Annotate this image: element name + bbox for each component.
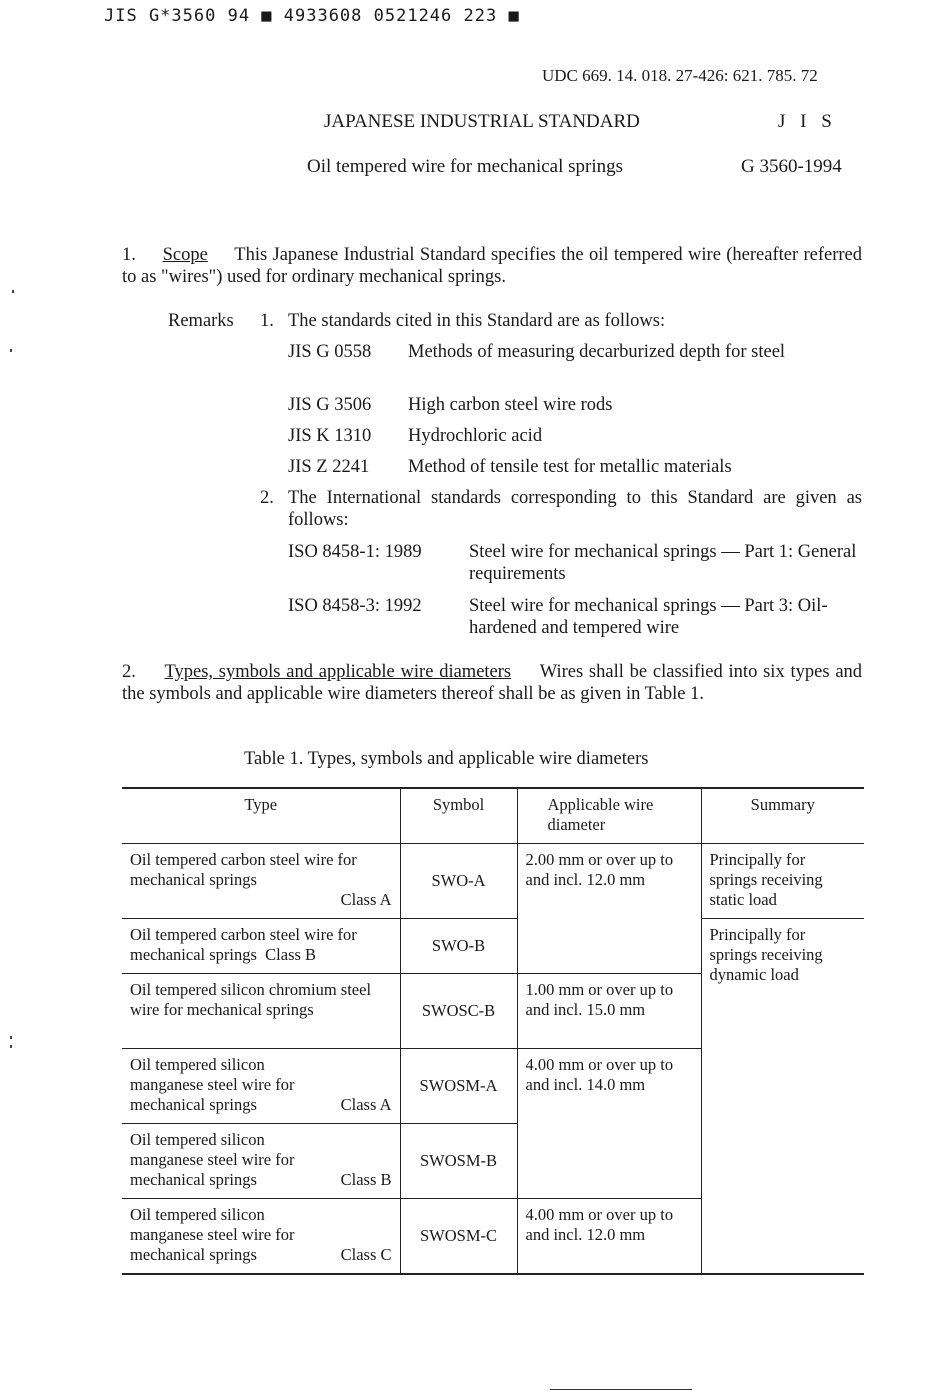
class-text: Class A [340,1095,392,1114]
cited-standard-code: JIS G 3506 [288,395,372,415]
class-text: Class C [340,1245,392,1264]
cited-standard-code: JIS Z 2241 [288,457,370,477]
symbol-cell: SWO-B [400,919,517,974]
iso-standard-title: Steel wire for mechanical springs — Part 1: General requirements [469,542,857,584]
type-text: Oil tempered carbon steel wire for mechanical springs [130,925,357,964]
scope-text: This Japanese Industrial Standard specifies the oil tempered wire (hereafter referred to as "wires") used for ordinary mechanical springs. [122,245,863,287]
iso-standard-title: Steel wire for mechanical springs — Part 3: Oil-hardened and tempered wire [469,596,828,638]
type-cell [122,1199,400,1275]
udc-number: UDC 669. 14. 018. 27-426: 621. 785. 72 [542,66,818,85]
cited-standard-code: JIS G 0558 [288,342,372,362]
type-text: Oil tempered silicon manganese steel wire for mechanical springs [130,1205,295,1264]
type-cell [122,1049,400,1124]
remark-1-text: The standards cited in this Standard are as follows: [288,311,666,331]
table-caption: Table 1. Types, symbols and applicable wire diameters [244,749,649,769]
scan-speck [10,1045,12,1048]
scan-code-header: JIS G*3560 94 ■ 4933608 0521246 223 ■ [104,6,520,26]
types-paragraph [122,661,862,705]
iso-standard-code: ISO 8458-1: 1989 [288,542,422,562]
cited-standard-title: Hydrochloric acid [408,426,543,446]
standard-title: JAPANESE INDUSTRIAL STANDARD [324,111,640,132]
summary-cell: Principally for springs receiving static load [701,844,864,919]
table-row [122,844,864,919]
jis-mark: J I S [778,111,837,132]
cited-standard-code: JIS K 1310 [288,426,372,446]
symbol-cell: SWOSM-B [400,1124,517,1199]
standard-code: G 3560-1994 [741,156,842,177]
symbol-cell: SWOSM-A [400,1049,517,1124]
remarks-label: Remarks [168,311,234,331]
scope-number: 1. [122,245,136,265]
header-diameter: Applicable wire diameter [517,788,701,844]
scan-speck [10,1036,12,1039]
symbol-cell: SWOSC-B [400,974,517,1049]
table-row [122,919,864,974]
table-header-row [122,788,864,844]
cited-standard-title: Method of tensile test for metallic materials [408,457,732,477]
remark-1-number: 1. [260,311,274,331]
diameter-cell: 4.00 mm or over up to and incl. 12.0 mm [517,1199,701,1275]
symbol-cell: SWOSM-C [400,1199,517,1275]
type-text: Oil tempered silicon manganese steel wire for mechanical springs [130,1130,295,1189]
scope-heading: Scope [162,245,208,265]
cited-standard-title: High carbon steel wire rods [408,395,613,415]
type-cell: Oil tempered silicon chromium steel wire for mechanical springs [122,974,400,1049]
types-heading: Types, symbols and applicable wire diameters [164,662,512,682]
document-subtitle: Oil tempered wire for mechanical springs [307,156,624,177]
class-text: Class B [265,945,317,964]
class-text: Class A [340,890,392,909]
type-text: Oil tempered silicon manganese steel wire for mechanical springs [130,1055,295,1114]
type-cell [122,844,400,919]
scope-paragraph [122,244,862,288]
type-cell [122,919,400,974]
diameter-cell: 1.00 mm or over up to and incl. 15.0 mm [517,974,701,1049]
symbol-cell: SWO-A [400,844,517,919]
type-text: Oil tempered carbon steel wire for mechanical springs [130,850,357,889]
remark-2-number: 2. [260,488,274,508]
header-symbol: Symbol [400,788,517,844]
type-cell [122,1124,400,1199]
footnote-rule [550,1389,692,1390]
header-summary: Summary [701,788,864,844]
diameter-cell: 4.00 mm or over up to and incl. 14.0 mm [517,1049,701,1199]
diameter-cell: 2.00 mm or over up to and incl. 12.0 mm [517,844,701,974]
types-table [122,787,864,1275]
scan-speck [12,290,14,293]
scan-speck [10,349,12,352]
summary-cell: Principally for springs receiving dynamic load [701,919,864,1275]
remark-2-text: The International standards corresponding to this Standard are given as follows: [288,488,862,530]
cited-standard-title: Methods of measuring decarburized depth for steel [408,342,786,362]
iso-standard-code: ISO 8458-3: 1992 [288,596,422,616]
types-number: 2. [122,662,136,682]
types-text: Wires shall be classified into six types and the symbols and applicable wire diameters thereof shall be as given in Table 1. [122,662,863,704]
header-type: Type [122,788,400,844]
class-text: Class B [340,1170,392,1189]
